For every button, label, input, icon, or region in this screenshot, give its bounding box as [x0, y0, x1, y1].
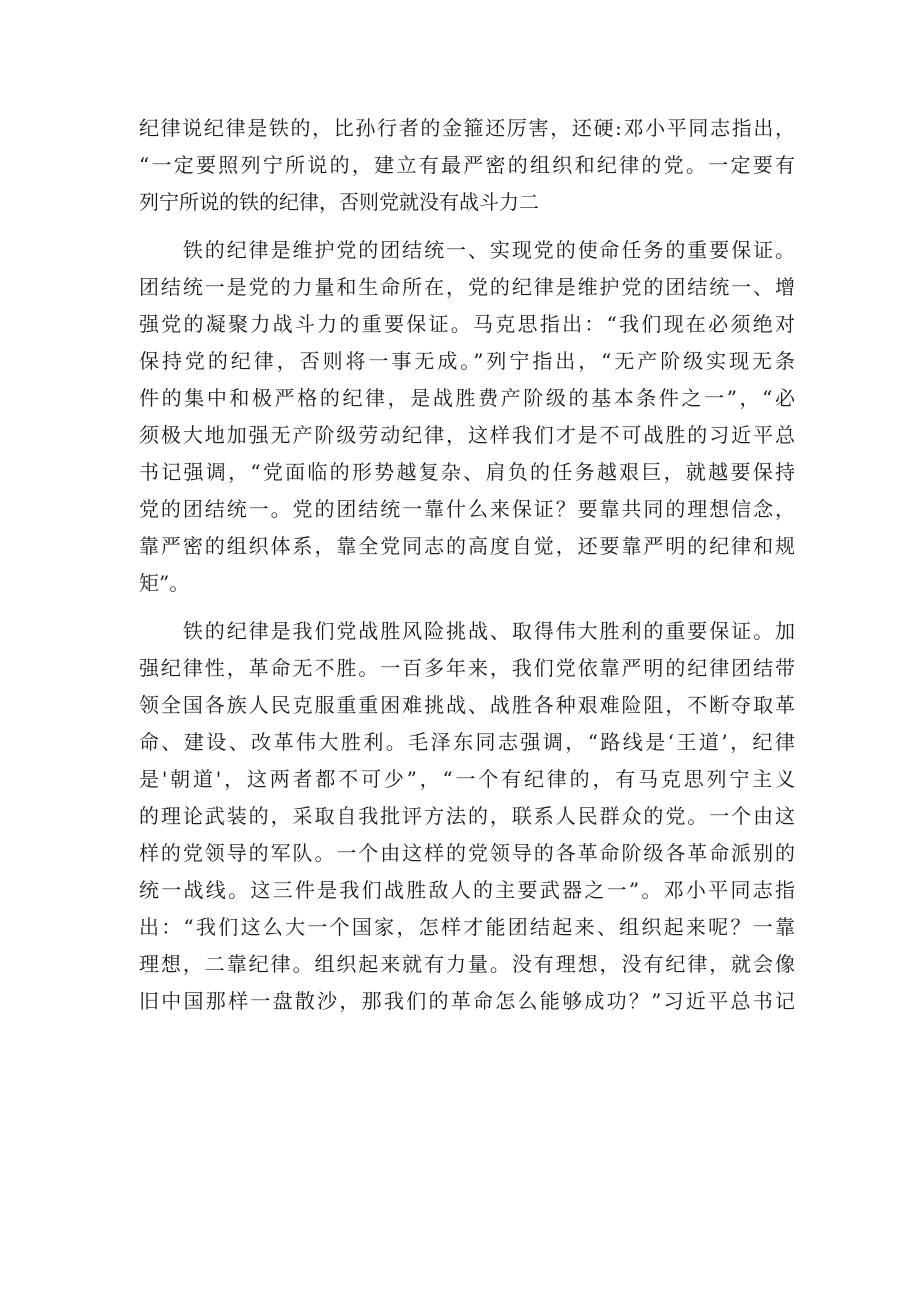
- text-line: 件的集中和极严格的纪律，是战胜费产阶级的基本条件之一”，“必: [139, 386, 795, 410]
- text-line: 书记强调，“党面临的形势越复杂、肩负的任务越艰巨，就越要保持: [139, 460, 795, 484]
- paragraph-gap: [139, 221, 795, 232]
- text-line: 统一战线。这三件是我们战胜敌人的主要武器之一”。邓小平同志指: [139, 878, 795, 902]
- text-line: 列宁所说的铁的纪律，否则党就没有战斗力二: [139, 190, 539, 214]
- text-line: 须极大地加强无产阶级劳动纪律，这样我们才是不可战胜的习近平总: [139, 423, 795, 447]
- text-line: 是'朝道'，这两者都不可少”，“一个有纪律的，有马克思列宁主义: [139, 767, 795, 791]
- text-line: 命、建设、改革伟大胜利。毛泽东同志强调，“路线是‘王道’，纪律: [139, 730, 795, 754]
- paragraph-1: [139, 110, 795, 221]
- text-line: “一定要照列宁所说的，建立有最严密的组织和纪律的党。一定要有: [139, 153, 795, 177]
- text-line: 强党的凝聚力战斗力的重要保证。马克思指出：“我们现在必须绝对: [139, 312, 795, 336]
- text-line: 理想，二靠纪律。组织起来就有力量。没有理想，没有纪律，就会像: [139, 952, 795, 976]
- paragraph-gap: [139, 602, 795, 613]
- text-line: 铁的纪律是我们党战胜风险挑战、取得伟大胜利的重要保证。加: [139, 619, 795, 643]
- text-line: 保持党的纪律，否则将一事无成。”列宁指出，“无产阶级实现无条: [139, 349, 795, 373]
- paragraph-3: [139, 613, 795, 1020]
- text-line: 党的团结统一。党的团结统一靠什么来保证？要靠共同的理想信念，: [139, 497, 795, 521]
- text-line: 的理论武装的，采取自我批评方法的，联系人民群众的党。一个由这: [139, 804, 795, 828]
- text-line: 旧中国那样一盘散沙，那我们的革命怎么能够成功？”习近平总书记: [139, 989, 795, 1013]
- text-line: 团结统一是党的力量和生命所在，党的纪律是维护党的团结统一、增: [139, 275, 795, 299]
- text-line: 出：“我们这么大一个国家，怎样才能团结起来、组织起来呢？一靠: [139, 915, 795, 939]
- text-line: 强纪律性，革命无不胜。一百多年来，我们党依靠严明的纪律团结带: [139, 656, 795, 680]
- text-line: 靠严密的组织体系，靠全党同志的高度自觉，还要靠严明的纪律和规: [139, 534, 795, 558]
- text-line: 纪律说纪律是铁的，比孙行者的金箍还厉害，还硬:邓小平同志指出，: [139, 116, 795, 140]
- text-line: 矩”。: [139, 571, 190, 595]
- text-line: 铁的纪律是维护党的团结统一、实现党的使命任务的重要保证。: [139, 238, 795, 262]
- paragraph-2: [139, 232, 795, 602]
- body-text: [139, 110, 795, 1020]
- text-line: 样的党领导的军队。一个由这样的党领导的各革命阶级各革命派别的: [139, 841, 795, 865]
- text-line: 领全国各族人民克服重重困难挑战、战胜各种艰难险阻，不断夺取革: [139, 693, 795, 717]
